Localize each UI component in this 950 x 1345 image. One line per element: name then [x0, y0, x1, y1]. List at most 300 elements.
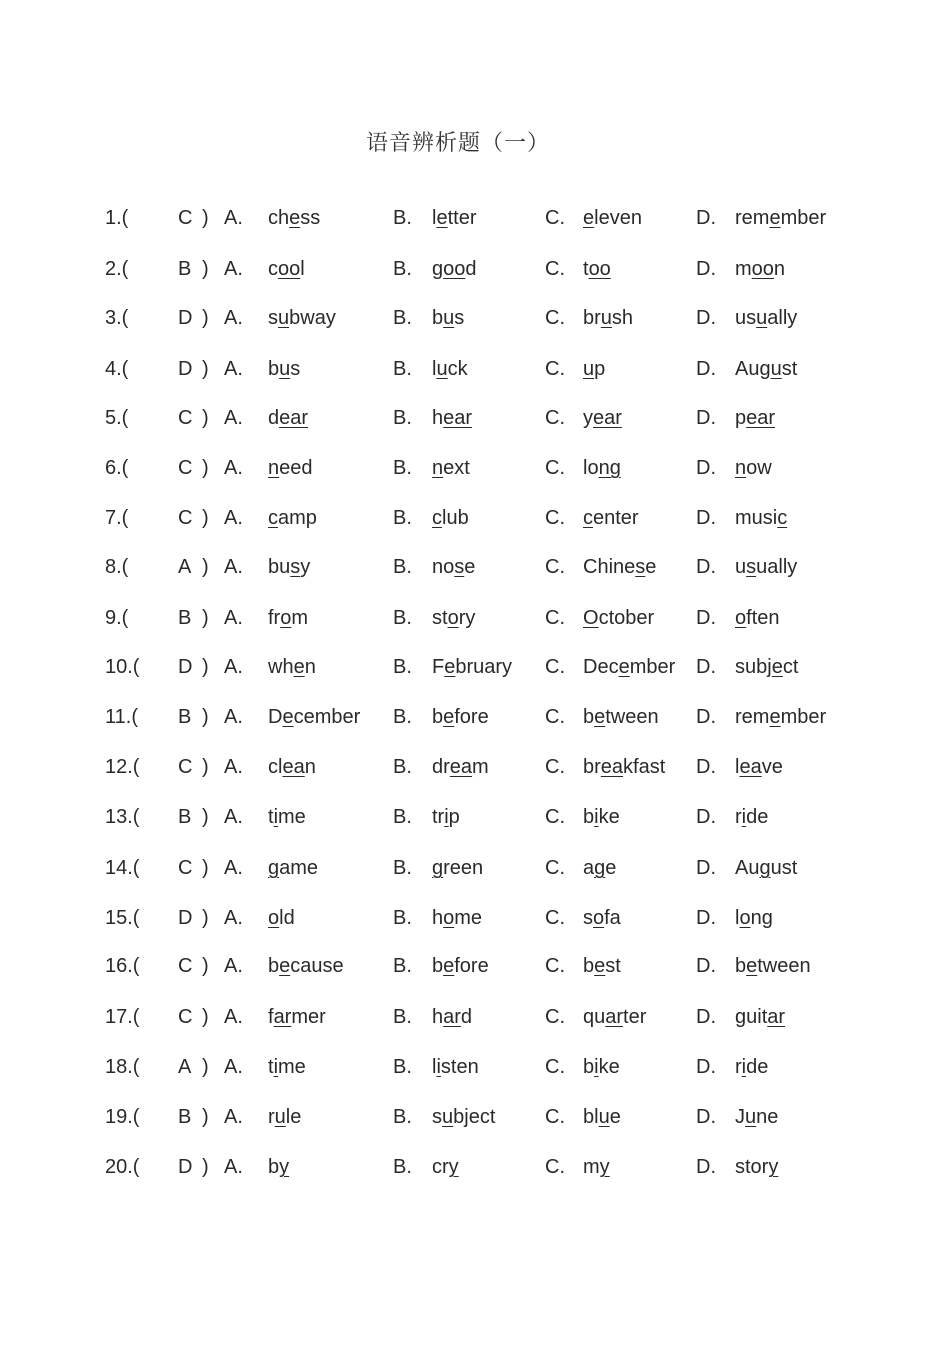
question-number: 20.(	[105, 1156, 140, 1178]
underlined-letters: i	[741, 806, 747, 828]
underlined-letters: i	[594, 806, 599, 828]
option-word-c: between	[583, 706, 659, 728]
answer-letter: C	[178, 857, 193, 879]
option-label-c: C.	[545, 1006, 565, 1028]
underlined-letters: u	[436, 358, 448, 380]
option-word-b: hear	[432, 407, 473, 429]
option-word-a: dear	[268, 407, 309, 429]
option-label-d: D.	[696, 756, 716, 778]
option-label-d: D.	[696, 907, 716, 929]
answer-close-paren: )	[202, 806, 209, 828]
option-word-c: breakfast	[583, 756, 666, 778]
option-word-a: clean	[268, 756, 316, 778]
underlined-letters: u	[745, 1106, 757, 1128]
answer-close-paren: )	[202, 857, 209, 879]
option-label-b: B.	[393, 556, 412, 578]
option-word-c: eleven	[583, 207, 642, 229]
option-label-b: B.	[393, 706, 412, 728]
option-word-a: game	[268, 857, 319, 879]
option-label-a: A.	[224, 507, 243, 529]
option-word-a: chess	[268, 207, 321, 229]
option-word-a: when	[268, 656, 316, 678]
underlined-letters: oo	[751, 258, 774, 280]
option-word-d: between	[735, 955, 811, 977]
option-word-d: August	[735, 358, 798, 380]
option-label-a: A.	[224, 407, 243, 429]
question-row	[0, 253, 950, 285]
option-word-c: December	[583, 656, 676, 678]
answer-letter: D	[178, 358, 193, 380]
answer-letter: D	[178, 1156, 193, 1178]
underlined-letters: o	[739, 907, 751, 929]
option-label-d: D.	[696, 955, 716, 977]
underlined-letters: n	[735, 457, 747, 479]
underlined-letters: c	[583, 507, 593, 529]
option-word-c: best	[583, 955, 621, 977]
option-label-a: A.	[224, 806, 243, 828]
option-label-d: D.	[696, 258, 716, 280]
option-word-b: listen	[432, 1056, 479, 1078]
option-word-d: ride	[735, 1056, 769, 1078]
underlined-letters: ng	[598, 457, 621, 479]
answer-letter: C	[178, 507, 193, 529]
underlined-letters: i	[436, 1056, 441, 1078]
option-label-a: A.	[224, 207, 243, 229]
option-label-c: C.	[545, 907, 565, 929]
underlined-letters: u	[278, 307, 290, 329]
underlined-letters: i	[273, 806, 279, 828]
underlined-letters: ar	[443, 1006, 461, 1028]
option-word-b: next	[432, 457, 470, 479]
option-label-a: A.	[224, 457, 243, 479]
question-number: 1.(	[105, 207, 129, 229]
option-word-b: dream	[432, 756, 489, 778]
option-label-d: D.	[696, 556, 716, 578]
underlined-letters: y	[768, 1156, 779, 1178]
answer-letter: B	[178, 806, 192, 828]
underlined-letters: i	[741, 1056, 747, 1078]
option-word-b: hard	[432, 1006, 473, 1028]
underlined-letters: c	[432, 507, 442, 529]
option-label-d: D.	[696, 607, 716, 629]
question-number: 18.(	[105, 1056, 140, 1078]
option-word-d: long	[735, 907, 773, 929]
option-word-d: music	[735, 507, 788, 529]
option-word-a: camp	[268, 507, 317, 529]
option-label-b: B.	[393, 507, 412, 529]
option-word-b: good	[432, 258, 477, 280]
answer-letter: C	[178, 407, 193, 429]
option-word-d: usually	[735, 556, 798, 578]
underlined-letters: u	[442, 1106, 454, 1128]
option-label-c: C.	[545, 307, 565, 329]
question-row	[0, 502, 950, 534]
answer-letter: B	[178, 258, 192, 280]
question-row	[0, 852, 950, 884]
option-label-c: C.	[545, 556, 565, 578]
answer-close-paren: )	[202, 1056, 209, 1078]
underlined-letters: s	[635, 556, 646, 578]
question-row	[0, 1051, 950, 1083]
underlined-letters: s	[454, 556, 465, 578]
option-word-c: too	[583, 258, 611, 280]
question-row	[0, 452, 950, 484]
underlined-letters: ear	[746, 407, 776, 429]
option-word-b: luck	[432, 358, 468, 380]
option-label-c: C.	[545, 756, 565, 778]
option-word-c: my	[583, 1156, 610, 1178]
underlined-letters: u	[600, 307, 612, 329]
answer-close-paren: )	[202, 1106, 209, 1128]
underlined-letters: e	[746, 955, 758, 977]
option-label-c: C.	[545, 1056, 565, 1078]
option-label-b: B.	[393, 307, 412, 329]
option-word-a: busy	[268, 556, 311, 578]
option-label-d: D.	[696, 706, 716, 728]
option-label-b: B.	[393, 656, 412, 678]
option-label-a: A.	[224, 656, 243, 678]
underlined-letters: n	[268, 457, 280, 479]
answer-close-paren: )	[202, 756, 209, 778]
question-row	[0, 302, 950, 334]
option-word-c: center	[583, 507, 639, 529]
option-word-d: subject	[735, 656, 799, 678]
answer-close-paren: )	[202, 407, 209, 429]
answer-letter: D	[178, 307, 193, 329]
option-label-d: D.	[696, 507, 716, 529]
underlined-letters: g	[268, 857, 280, 879]
option-word-d: guitar	[735, 1006, 786, 1028]
option-word-b: subject	[432, 1106, 496, 1128]
answer-close-paren: )	[202, 907, 209, 929]
option-label-d: D.	[696, 1006, 716, 1028]
underlined-letters: oo	[588, 258, 611, 280]
option-word-b: letter	[432, 207, 477, 229]
underlined-letters: ea	[282, 756, 305, 778]
question-row	[0, 1101, 950, 1133]
question-row	[0, 651, 950, 683]
underlined-letters: u	[279, 358, 291, 380]
underlined-letters: s	[746, 556, 757, 578]
answer-letter: D	[178, 656, 193, 678]
option-label-d: D.	[696, 1156, 716, 1178]
option-word-b: green	[432, 857, 484, 879]
underlined-letters: e	[583, 207, 595, 229]
answer-close-paren: )	[202, 955, 209, 977]
option-label-b: B.	[393, 955, 412, 977]
option-word-a: time	[268, 1056, 306, 1078]
answer-letter: C	[178, 207, 193, 229]
underlined-letters: e	[769, 706, 781, 728]
question-number: 9.(	[105, 607, 129, 629]
question-row	[0, 353, 950, 385]
question-number: 4.(	[105, 358, 129, 380]
underlined-letters: e	[289, 207, 301, 229]
option-word-a: by	[268, 1156, 290, 1178]
underlined-letters: e	[443, 955, 455, 977]
underlined-letters: e	[444, 656, 456, 678]
underlined-letters: ar	[767, 1006, 786, 1028]
option-label-b: B.	[393, 207, 412, 229]
question-number: 2.(	[105, 258, 129, 280]
answer-close-paren: )	[202, 706, 209, 728]
option-word-d: pear	[735, 407, 776, 429]
underlined-letters: e	[771, 656, 783, 678]
option-label-b: B.	[393, 857, 412, 879]
answer-letter: C	[178, 457, 193, 479]
option-word-c: Chinese	[583, 556, 657, 578]
question-number: 16.(	[105, 955, 140, 977]
question-number: 3.(	[105, 307, 129, 329]
option-word-b: club	[432, 507, 469, 529]
answer-letter: A	[178, 556, 192, 578]
underlined-letters: o	[268, 907, 280, 929]
question-row	[0, 402, 950, 434]
answer-close-paren: )	[202, 507, 209, 529]
underlined-letters: i	[444, 806, 449, 828]
question-number: 12.(	[105, 756, 140, 778]
option-label-b: B.	[393, 1056, 412, 1078]
question-row	[0, 551, 950, 583]
question-row	[0, 202, 950, 234]
question-number: 8.(	[105, 556, 129, 578]
option-label-c: C.	[545, 358, 565, 380]
option-label-b: B.	[393, 1006, 412, 1028]
option-label-d: D.	[696, 307, 716, 329]
underlined-letters: e	[594, 955, 606, 977]
option-word-c: long	[583, 457, 621, 479]
option-label-b: B.	[393, 806, 412, 828]
option-word-a: subway	[268, 307, 336, 329]
option-label-c: C.	[545, 857, 565, 879]
underlined-letters: o	[280, 607, 292, 629]
answer-letter: B	[178, 706, 192, 728]
underlined-letters: u	[598, 1106, 610, 1128]
underlined-letters: ea	[600, 756, 624, 778]
option-word-b: nose	[432, 556, 476, 578]
question-row	[0, 701, 950, 733]
question-row	[0, 950, 950, 982]
answer-close-paren: )	[202, 258, 209, 280]
option-word-b: trip	[432, 806, 460, 828]
option-word-c: October	[583, 607, 655, 629]
option-label-a: A.	[224, 955, 243, 977]
underlined-letters: c	[268, 507, 278, 529]
option-label-c: C.	[545, 706, 565, 728]
underlined-letters: n	[432, 457, 444, 479]
option-label-b: B.	[393, 358, 412, 380]
option-word-a: old	[268, 907, 295, 929]
underlined-letters: u	[770, 358, 782, 380]
option-word-c: age	[583, 857, 617, 879]
answer-letter: C	[178, 955, 193, 977]
answer-close-paren: )	[202, 607, 209, 629]
underlined-letters: e	[293, 656, 305, 678]
answer-letter: C	[178, 756, 193, 778]
underlined-letters: ar	[605, 1006, 624, 1028]
option-word-b: before	[432, 955, 489, 977]
option-word-a: bus	[268, 358, 301, 380]
underlined-letters: ar	[273, 1006, 292, 1028]
answer-close-paren: )	[202, 1006, 209, 1028]
answer-close-paren: )	[202, 656, 209, 678]
question-number: 14.(	[105, 857, 140, 879]
underlined-letters: u	[274, 1106, 286, 1128]
option-word-d: story	[735, 1156, 779, 1178]
underlined-letters: ea	[449, 756, 473, 778]
option-word-c: bike	[583, 806, 620, 828]
option-label-c: C.	[545, 207, 565, 229]
option-label-b: B.	[393, 407, 412, 429]
option-label-a: A.	[224, 307, 243, 329]
option-word-a: rule	[268, 1106, 302, 1128]
underlined-letters: u	[756, 307, 768, 329]
underlined-letters: e	[282, 706, 294, 728]
question-number: 5.(	[105, 407, 129, 429]
underlined-letters: g	[759, 857, 771, 879]
underlined-letters: i	[594, 1056, 599, 1078]
underlined-letters: O	[583, 607, 599, 629]
answer-letter: C	[178, 1006, 193, 1028]
option-label-d: D.	[696, 358, 716, 380]
option-label-a: A.	[224, 1106, 243, 1128]
option-word-d: now	[735, 457, 772, 479]
option-word-d: August	[735, 857, 798, 879]
underlined-letters: e	[618, 656, 630, 678]
answer-close-paren: )	[202, 358, 209, 380]
answer-close-paren: )	[202, 1156, 209, 1178]
option-word-a: need	[268, 457, 313, 479]
option-label-b: B.	[393, 1106, 412, 1128]
question-number: 19.(	[105, 1106, 140, 1128]
option-label-a: A.	[224, 1056, 243, 1078]
answer-close-paren: )	[202, 556, 209, 578]
question-row	[0, 902, 950, 934]
answer-letter: B	[178, 1106, 192, 1128]
option-label-c: C.	[545, 1156, 565, 1178]
underlined-letters: y	[599, 1156, 610, 1178]
option-label-d: D.	[696, 1056, 716, 1078]
option-word-d: leave	[735, 756, 783, 778]
underlined-letters: u	[443, 307, 455, 329]
option-label-a: A.	[224, 358, 243, 380]
underlined-letters: s	[290, 556, 301, 578]
option-word-d: usually	[735, 307, 798, 329]
option-label-a: A.	[224, 258, 243, 280]
option-label-b: B.	[393, 907, 412, 929]
option-label-c: C.	[545, 457, 565, 479]
option-word-c: sofa	[583, 907, 621, 929]
option-label-a: A.	[224, 706, 243, 728]
option-label-c: C.	[545, 955, 565, 977]
underlined-letters: o	[593, 907, 605, 929]
underlined-letters: i	[273, 1056, 279, 1078]
option-label-d: D.	[696, 857, 716, 879]
option-label-a: A.	[224, 556, 243, 578]
option-label-d: D.	[696, 1106, 716, 1128]
answer-close-paren: )	[202, 207, 209, 229]
option-label-b: B.	[393, 1156, 412, 1178]
question-number: 11.(	[105, 706, 138, 728]
answer-letter: A	[178, 1056, 192, 1078]
option-word-b: February	[432, 656, 513, 678]
option-label-a: A.	[224, 607, 243, 629]
option-word-a: cool	[268, 258, 305, 280]
option-label-a: A.	[224, 756, 243, 778]
underlined-letters: e	[769, 207, 781, 229]
question-row	[0, 1001, 950, 1033]
underlined-letters: y	[279, 1156, 290, 1178]
question-number: 13.(	[105, 806, 140, 828]
underlined-letters: ear	[593, 407, 622, 429]
underlined-letters: y	[448, 1156, 459, 1178]
option-label-b: B.	[393, 457, 412, 479]
option-word-a: time	[268, 806, 306, 828]
option-word-c: year	[583, 407, 622, 429]
underlined-letters: u	[583, 358, 595, 380]
question-row	[0, 751, 950, 783]
option-word-d: ride	[735, 806, 769, 828]
option-label-b: B.	[393, 756, 412, 778]
option-label-d: D.	[696, 656, 716, 678]
answer-close-paren: )	[202, 457, 209, 479]
question-row	[0, 801, 950, 833]
option-label-c: C.	[545, 1106, 565, 1128]
option-word-d: often	[735, 607, 780, 629]
option-label-d: D.	[696, 207, 716, 229]
underlined-letters: o	[443, 907, 455, 929]
option-word-a: from	[268, 607, 309, 629]
option-word-c: quarter	[583, 1006, 647, 1028]
option-label-d: D.	[696, 806, 716, 828]
underlined-letters: c	[777, 507, 788, 529]
option-label-a: A.	[224, 1006, 243, 1028]
underlined-letters: e	[594, 706, 606, 728]
underlined-letters: ear	[279, 407, 309, 429]
option-label-c: C.	[545, 258, 565, 280]
answer-letter: D	[178, 907, 193, 929]
underlined-letters: e	[436, 207, 448, 229]
option-word-a: because	[268, 955, 344, 977]
option-word-c: bike	[583, 1056, 620, 1078]
option-word-d: moon	[735, 258, 786, 280]
option-label-c: C.	[545, 806, 565, 828]
underlined-letters: g	[594, 857, 606, 879]
answer-letter: B	[178, 607, 192, 629]
option-label-c: C.	[545, 407, 565, 429]
underlined-letters: e	[443, 706, 455, 728]
option-word-c: brush	[583, 307, 634, 329]
option-label-b: B.	[393, 258, 412, 280]
option-label-d: D.	[696, 407, 716, 429]
option-label-a: A.	[224, 857, 243, 879]
question-number: 15.(	[105, 907, 140, 929]
question-row	[0, 1151, 950, 1183]
option-word-c: up	[583, 358, 606, 380]
option-label-a: A.	[224, 1156, 243, 1178]
question-row	[0, 602, 950, 634]
underlined-letters: ea	[739, 756, 762, 778]
option-word-b: story	[432, 607, 476, 629]
underlined-letters: oo	[443, 258, 466, 280]
answer-close-paren: )	[202, 307, 209, 329]
option-word-b: cry	[432, 1156, 459, 1178]
option-label-c: C.	[545, 656, 565, 678]
option-word-a: December	[268, 706, 361, 728]
option-word-b: bus	[432, 307, 465, 329]
underlined-letters: o	[447, 607, 459, 629]
option-label-c: C.	[545, 507, 565, 529]
